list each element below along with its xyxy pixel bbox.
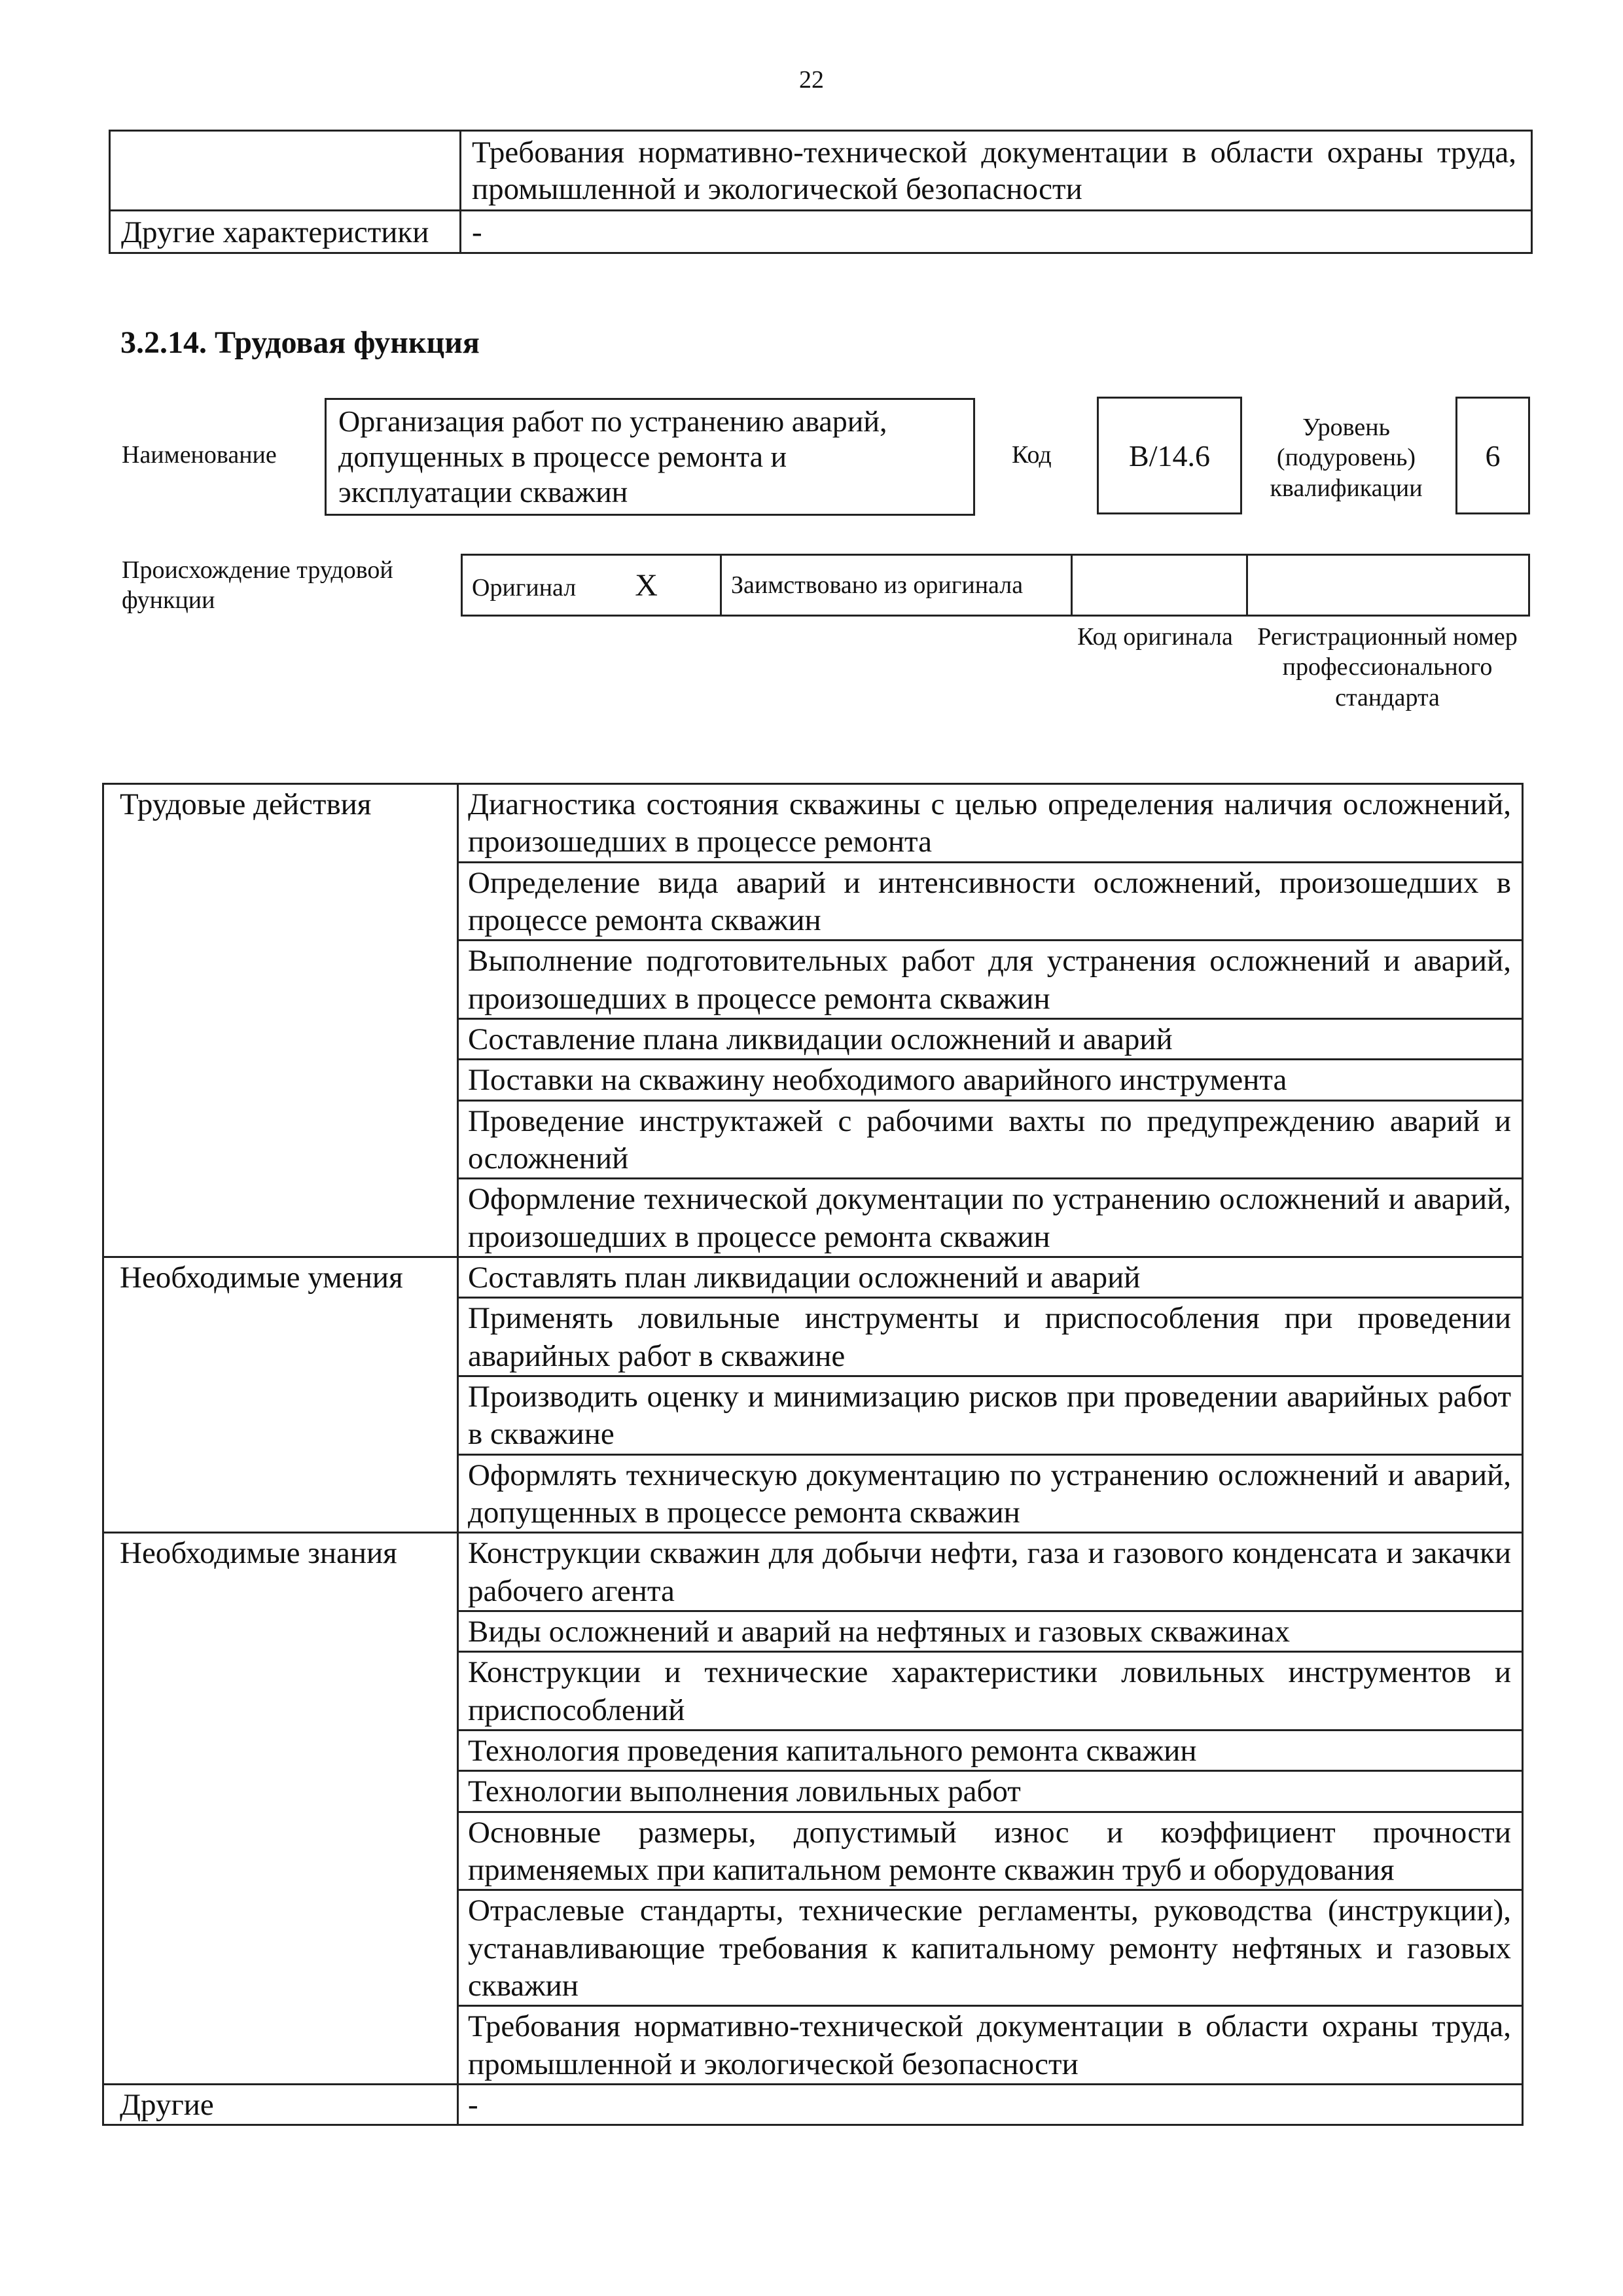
item-cell: Отраслевые стандарты, технические регламенты, руководства (инструкции), устанавливающие требования к капитальному ремонту нефтяных и газовых скважин — [458, 1890, 1523, 2006]
page-number: 22 — [799, 66, 824, 94]
item-cell: Поставки на скважину необходимого аварийного инструмента — [458, 1060, 1523, 1100]
item-cell: - — [458, 2084, 1523, 2125]
original-mark: X — [635, 567, 658, 603]
original-label: Оригинал — [472, 573, 577, 601]
item-cell: Составлять план ликвидации осложнений и аварий — [458, 1257, 1523, 1297]
origin-reg-cell — [1247, 555, 1529, 616]
code-label: Код — [1012, 441, 1052, 469]
level-value-box: 6 — [1455, 397, 1530, 514]
origin-label: Происхождение трудовой функции — [122, 556, 393, 615]
level-label: Уровень (подуровень) квалификации — [1270, 414, 1423, 502]
category-cell: Другие — [103, 2084, 458, 2125]
table-row — [110, 210, 1532, 253]
table-row — [462, 555, 1529, 616]
category-cell: Необходимые знания — [103, 1533, 458, 2085]
origin-code-caption: Код оригинала — [1077, 623, 1233, 651]
name-label: Наименование — [122, 441, 277, 469]
item-cell: Технологии выполнения ловильных работ — [458, 1771, 1523, 1812]
table-row — [103, 2084, 1523, 2125]
item-cell: Проведение инструктажей с рабочими вахты по предупреждению аварий и осложнений — [458, 1100, 1523, 1179]
row-label: Другие характеристики — [110, 210, 461, 253]
item-cell: Конструкции скважин для добычи нефти, газа и газового конденсата и закачки рабочего агента — [458, 1533, 1523, 1611]
item-cell: Виды осложнений и аварий на нефтяных и газовых скважинах — [458, 1611, 1523, 1651]
table-row — [103, 784, 1523, 863]
origin-original-cell — [462, 555, 721, 616]
item-cell: Технология проведения капитального ремонта скважин — [458, 1730, 1523, 1770]
origin-reg-caption: Регистрационный номер профессионального стандарта — [1257, 623, 1518, 711]
row-label — [110, 131, 461, 211]
item-cell: Диагностика состояния скважины с целью определения наличия осложнений, произошедших в процессе ремонта — [458, 784, 1523, 863]
table-row — [103, 1533, 1523, 1611]
category-cell: Необходимые умения — [103, 1257, 458, 1532]
section-title: 3.2.14. Трудовая функция — [120, 325, 480, 360]
table-row — [103, 1257, 1523, 1297]
category-cell: Трудовые действия — [103, 784, 458, 1257]
item-cell: Определение вида аварий и интенсивности осложнений, произошедших в процессе ремонта скважин — [458, 862, 1523, 941]
function-name-box: Организация работ по устранению аварий, допущенных в процессе ремонта и эксплуатации скважин — [325, 398, 975, 516]
item-cell: Конструкции и технические характеристики ловильных инструментов и приспособлений — [458, 1652, 1523, 1731]
item-cell: Выполнение подготовительных работ для устранения осложнений и аварий, произошедших в процессе ремонта скважин — [458, 941, 1523, 1019]
item-cell: Основные размеры, допустимый износ и коэффициент прочности применяемых при капитальном ремонте скважин труб и оборудования — [458, 1812, 1523, 1890]
item-cell: Оформление технической документации по устранению осложнений и аварий, произошедших в процессе ремонта скважин — [458, 1179, 1523, 1257]
item-cell: Требования нормативно-технической документации в области охраны труда, промышленной и экологической безопасности — [458, 2006, 1523, 2085]
table-row — [110, 131, 1532, 211]
borrowed-label: Заимствовано из оригинала — [721, 555, 1072, 616]
item-cell: Оформлять техническую документацию по устранению осложнений и аварий, допущенных в процессе ремонта скважин — [458, 1454, 1523, 1533]
code-value-box: B/14.6 — [1097, 397, 1242, 514]
row-text: - — [461, 210, 1532, 253]
item-cell: Применять ловильные инструменты и приспособления при проведении аварийных работ в скважине — [458, 1298, 1523, 1376]
continuation-table — [109, 130, 1533, 254]
item-cell: Производить оценку и минимизацию рисков при проведении аварийных работ в скважине — [458, 1376, 1523, 1454]
function-details-table — [102, 783, 1524, 2126]
row-text: Требования нормативно-технической документации в области охраны труда, промышленной и экологической безопасности — [461, 131, 1532, 211]
origin-code-cell — [1072, 555, 1247, 616]
origin-table — [461, 554, 1530, 617]
item-cell: Составление плана ликвидации осложнений и аварий — [458, 1018, 1523, 1059]
